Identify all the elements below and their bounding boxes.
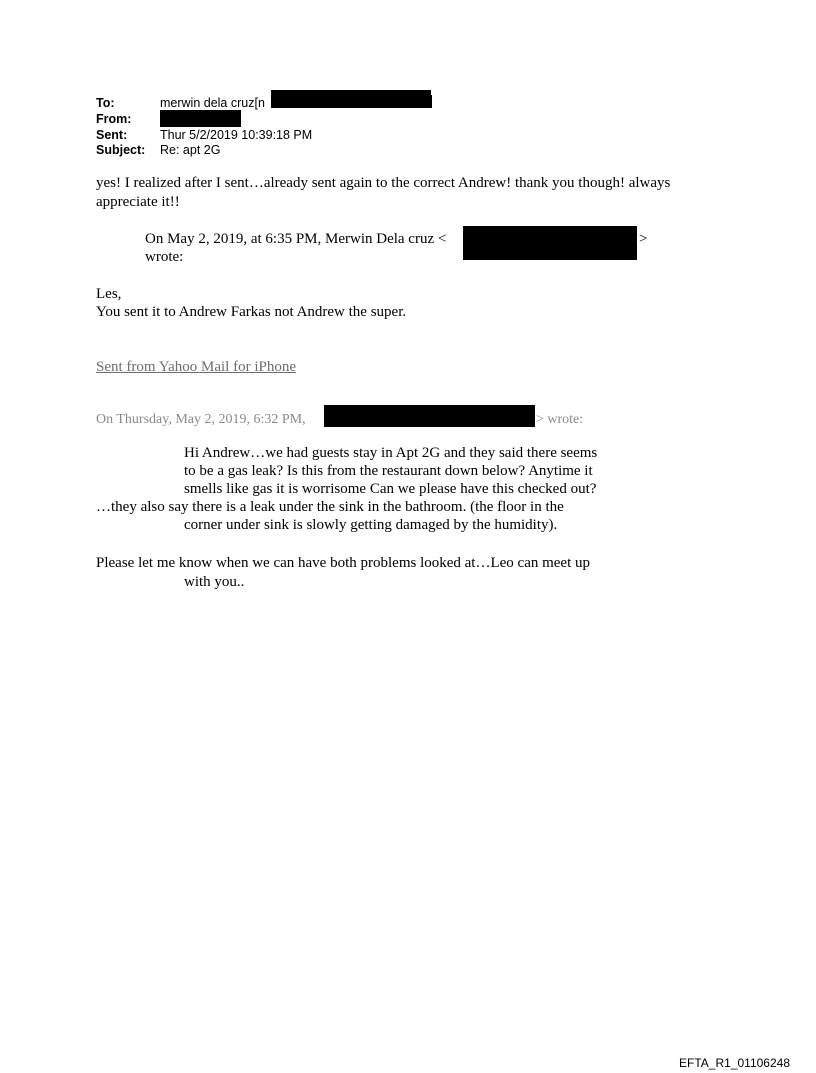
subject-label: Subject: [96,143,146,157]
merwin-body: You sent it to Andrew Farkas not Andrew the super. [96,304,407,320]
quote1-attribution-close: > [639,231,648,247]
quote2-attribution: On Thursday, May 2, 2019, 6:32 PM, [96,412,306,427]
redaction-merwin-email [463,226,637,260]
redaction-from [160,110,241,127]
reply-line-1: yes! I realized after I sent…already sent again to the correct Andrew! thank you though! always [96,175,671,191]
original-line-1: Hi Andrew…we had guests stay in Apt 2G and they said there seems [184,445,598,461]
original-line-3: smells like gas it is worrisome Can we please have this checked out? [184,481,597,497]
redaction-les-email [324,405,535,427]
original-line-6: Please let me know when we can have both problems looked at…Leo can meet up [96,555,591,571]
quote2-wrote: > wrote: [536,412,584,427]
original-line-4: …they also say there is a leak under the sink in the bathroom. (the floor in the [96,499,564,515]
to-value: merwin dela cruz[n [160,96,265,110]
reply-line-2: appreciate it!! [96,194,180,210]
subject-value: Re: apt 2G [160,143,221,157]
quote1-attribution: On May 2, 2019, at 6:35 PM, Merwin Dela cruz < [145,231,447,247]
redaction-to-email [271,90,431,108]
merwin-greeting: Les, [96,286,122,302]
from-label: From: [96,112,132,126]
to-label: To: [96,96,115,110]
quote1-wrote: wrote: [145,249,184,265]
document-id: EFTA_R1_01106248 [679,1056,790,1070]
redaction-bracket [430,95,432,108]
original-line-2: to be a gas leak? Is this from the restaurant down below? Anytime it [184,463,593,479]
yahoo-mail-link[interactable]: Sent from Yahoo Mail for iPhone [96,359,296,375]
sent-value: Thur 5/2/2019 10:39:18 PM [160,128,313,142]
sent-label: Sent: [96,128,128,142]
original-line-5: corner under sink is slowly getting damaged by the humidity). [184,517,558,533]
original-line-7: with you.. [184,574,245,590]
